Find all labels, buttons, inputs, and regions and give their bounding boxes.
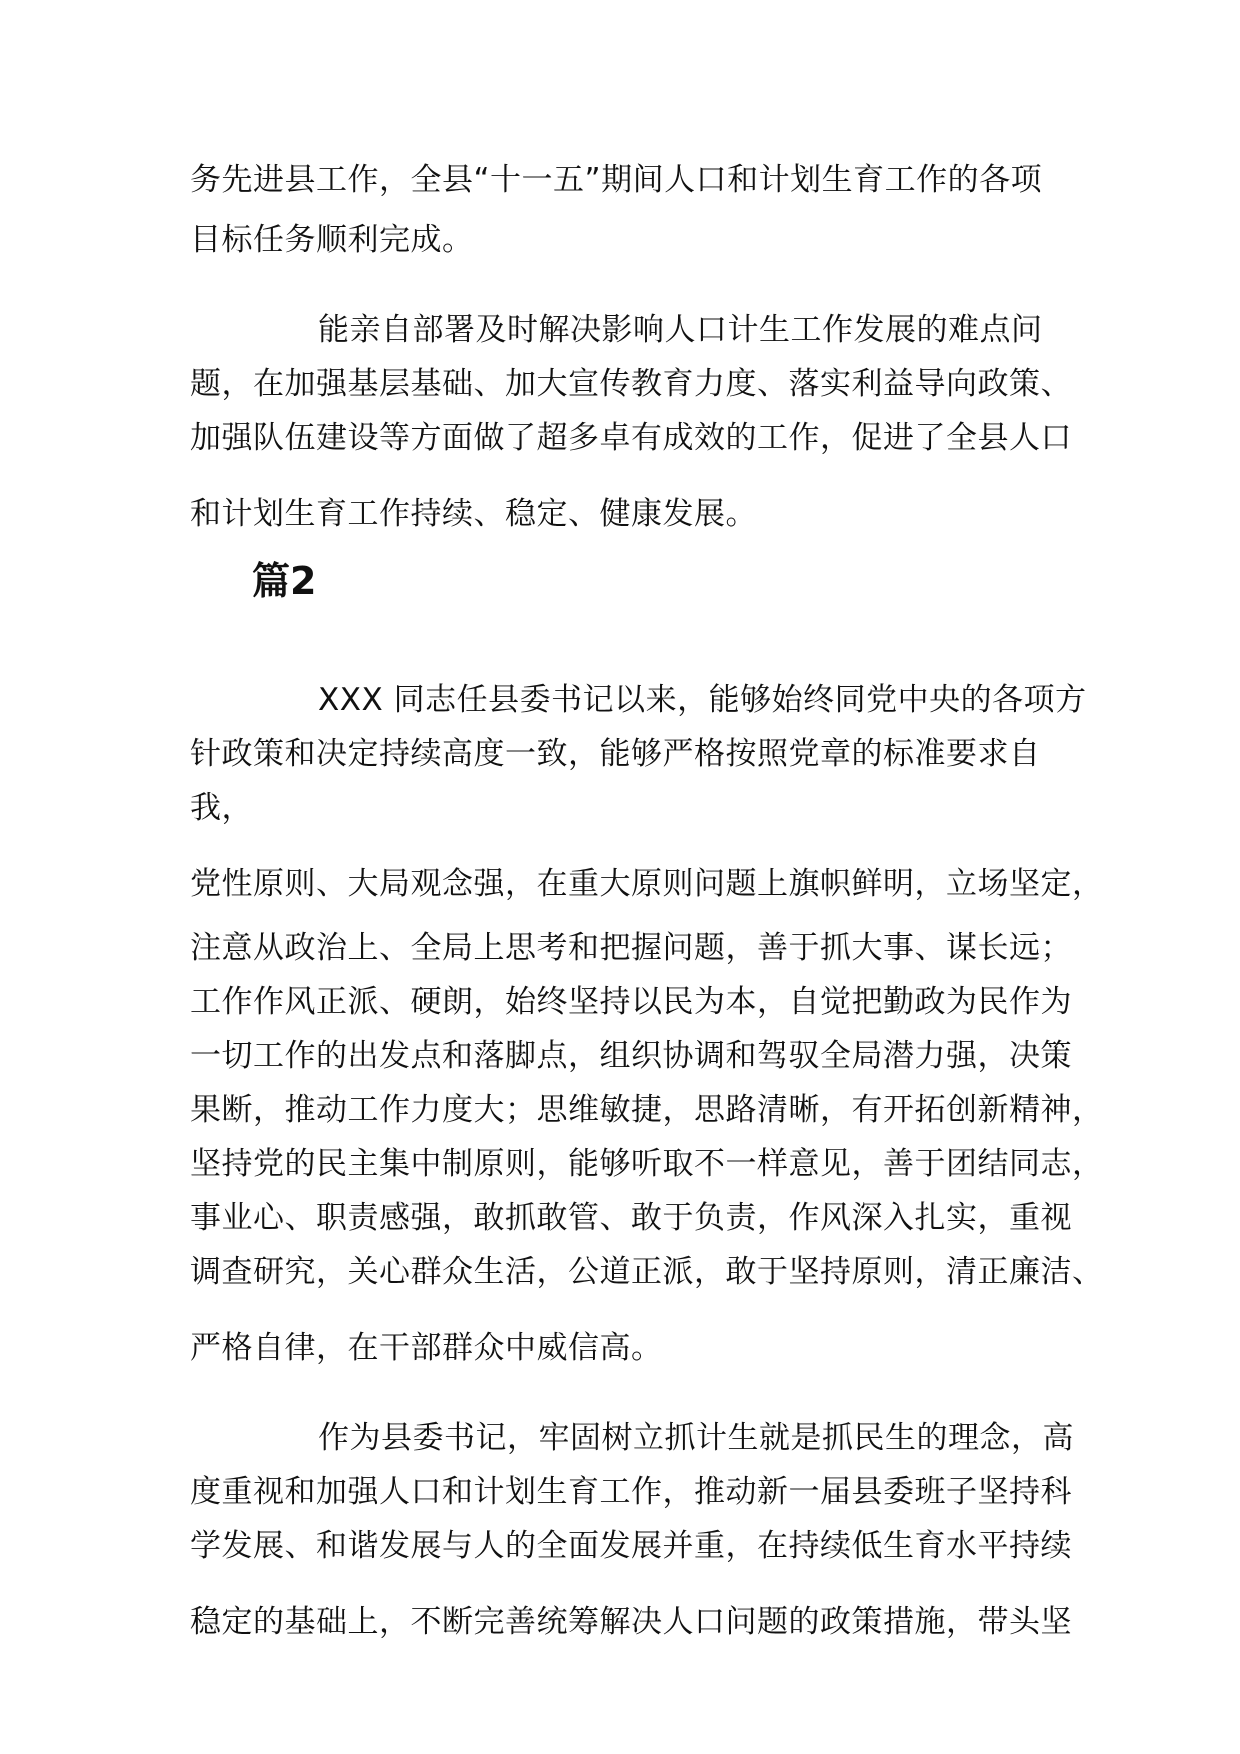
text-line: 目标任务顺利完成。	[190, 222, 474, 258]
text-line: 和计划生育工作持续、稳定、健康发展。	[190, 496, 757, 532]
text-line: 针政策和决定持续高度一致，能够严格按照党章的标准要求自	[190, 736, 1041, 772]
text-line: 稳定的基础上，不断完善统筹解决人口问题的政策措施，带头坚	[190, 1604, 1072, 1640]
text-line: 加强队伍建设等方面做了超多卓有成效的工作，促进了全县人口	[190, 420, 1072, 456]
text-line: 注意从政治上、全局上思考和把握问题，善于抓大事、谋长远；	[190, 930, 1072, 966]
text-line: 党性原则、大局观念强，在重大原则问题上旗帜鲜明，立场坚定，	[190, 866, 1104, 902]
text-line: 严格自律，在干部群众中威信高。	[190, 1330, 663, 1366]
text-line: 坚持党的民主集中制原则，能够听取不一样意见，善于团结同志，	[190, 1146, 1104, 1182]
text-line: 事业心、职责感强，敢抓敢管、敢于负责，作风深入扎实，重视	[190, 1200, 1072, 1236]
text-line: 工作作风正派、硬朗，始终坚持以民为本，自觉把勤政为民作为	[190, 984, 1072, 1020]
text-line: 度重视和加强人口和计划生育工作，推动新一届县委班子坚持科	[190, 1474, 1072, 1510]
text-line: 题，在加强基层基础、加大宣传教育力度、落实利益导向政策、	[190, 366, 1072, 402]
text-line: 我，	[190, 790, 253, 826]
paragraph-first-line: 能亲自部署及时解决影响人口计生工作发展的难点问	[318, 312, 1043, 348]
text-line: 调查研究，关心群众生活，公道正派，敢于坚持原则，清正廉洁、	[190, 1254, 1104, 1290]
text-line: 一切工作的出发点和落脚点，组织协调和驾驭全局潜力强，决策	[190, 1038, 1072, 1074]
section-heading: 篇2	[252, 559, 317, 603]
text-line: 学发展、和谐发展与人的全面发展并重，在持续低生育水平持续	[190, 1528, 1072, 1564]
text-line: 果断，推动工作力度大；思维敏捷，思路清晰，有开拓创新精神，	[190, 1092, 1104, 1128]
paragraph-first-line: 作为县委书记，牢固树立抓计生就是抓民生的理念，高	[318, 1420, 1074, 1456]
paragraph-first-line: XXX 同志任县委书记以来，能够始终同党中央的各项方	[318, 682, 1087, 718]
text-line: 务先进县工作，全县“十一五”期间人口和计划生育工作的各项	[190, 162, 1043, 198]
